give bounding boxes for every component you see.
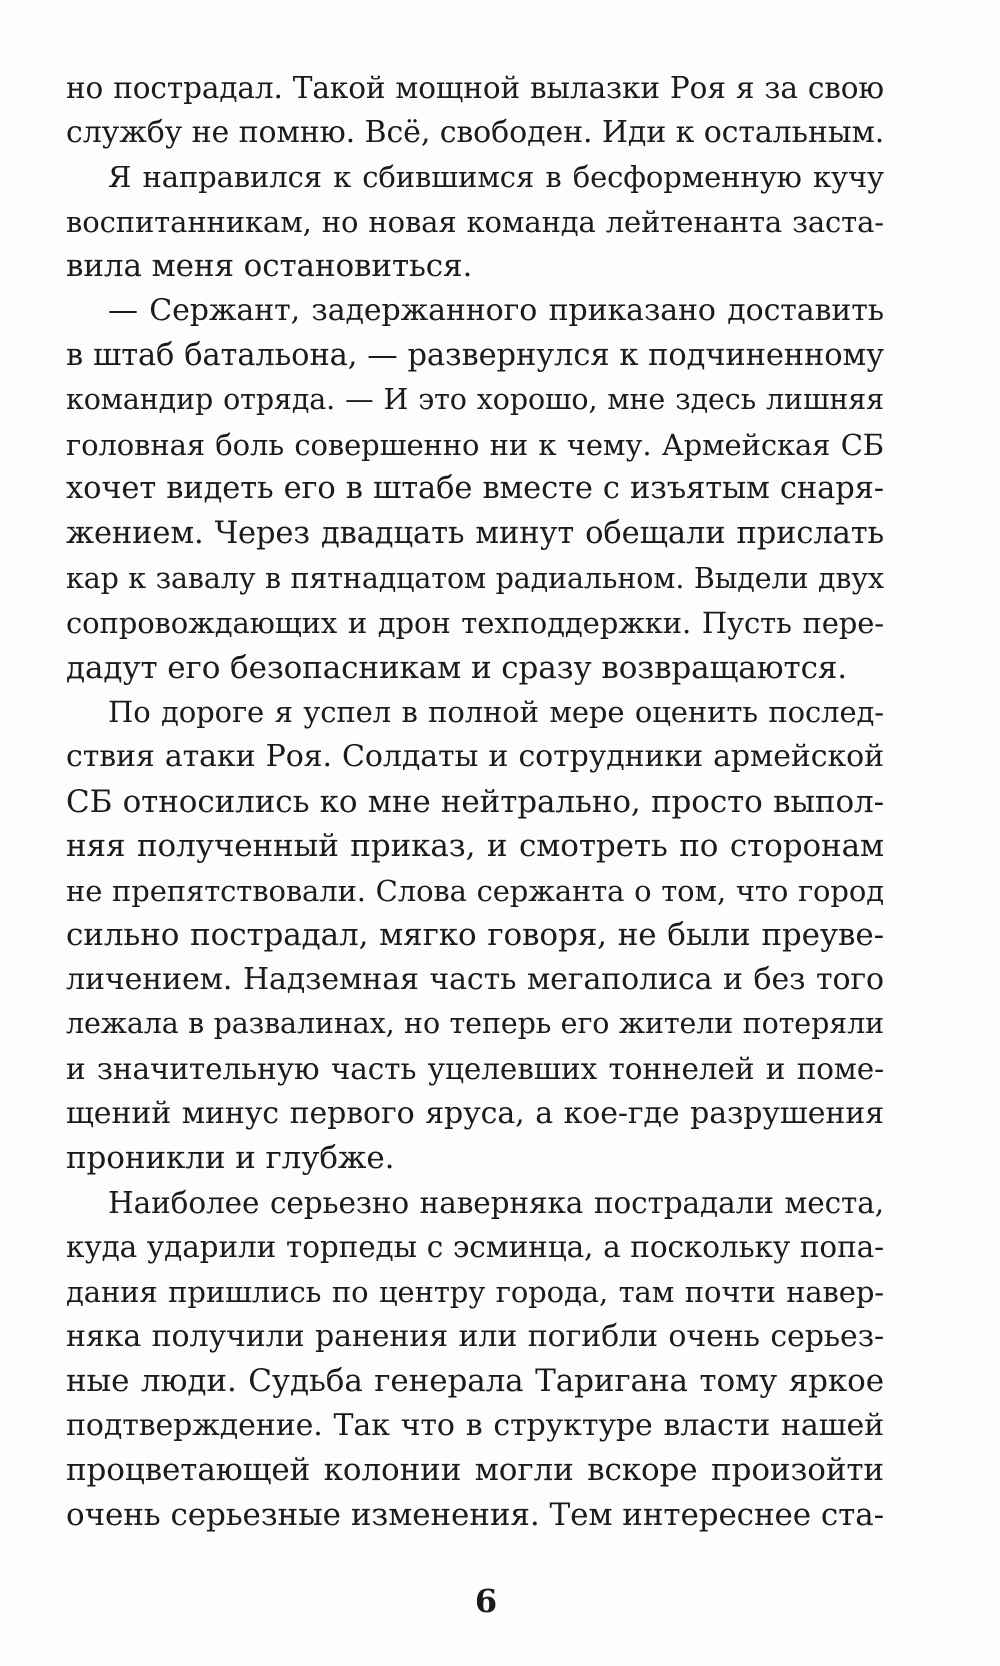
text-line: подтверждение. Так что в структуре власти нашей — [66, 1407, 884, 1443]
text-line: процветающей колонии могли вскоре произойти — [66, 1452, 884, 1489]
text-line: ствия атаки Роя. Солдаты и сотрудники армейской — [66, 738, 884, 774]
text-line: дадут его безопасникам и сразу возвращаются. — [66, 649, 848, 686]
text-line: проникли и глубже. — [66, 1140, 395, 1177]
text-line: личением. Надземная часть мегаполиса и без того — [66, 961, 884, 997]
text-line: не препятствовали. Слова сержанта о том, что город — [66, 873, 884, 908]
page-number: 6 — [474, 1582, 498, 1620]
text-line: куда ударили торпеды с эсминца, а поскольку попа- — [66, 1230, 884, 1265]
text-line: службу не помню. Всё, свободен. Иди к остальным. — [66, 114, 885, 150]
text-line: командир отряда. — И это хорошо, мне здесь лишняя — [66, 383, 884, 417]
text-line: жением. Через двадцать минут обещали прислать — [66, 515, 884, 551]
text-line: головная боль совершенно ни к чему. Армейская СБ — [66, 427, 884, 462]
text-line: лежала в развалинах, но теперь его жители потеряли — [66, 1007, 884, 1041]
text-line: кар к завалу в пятнадцатом радиальном. Выдели двух — [66, 561, 884, 595]
text-line: хочет видеть его в штабе вместе с изъятым снаря- — [66, 471, 884, 507]
text-line: ные люди. Судьба генерала Таригана тому яркое — [66, 1363, 884, 1400]
body-text — [66, 66, 884, 1538]
text-line: вила меня остановиться. — [66, 248, 473, 285]
text-line: По дороге я успел в полной мере оценить послед- — [108, 695, 884, 730]
text-line: няя полученный приказ, и смотреть по сторонам — [66, 828, 884, 865]
text-line: Я направился к сбившимся в бесформенную кучу — [108, 160, 884, 195]
text-line: Наиболее серьезно наверняка пострадали места, — [108, 1185, 884, 1220]
text-line: няка получили ранения или погибли очень серьез- — [66, 1318, 884, 1354]
text-line: сильно пострадал, мягко говоря, не были преуве- — [66, 917, 884, 954]
text-line: — Сержант, задержанного приказано доставить — [108, 292, 884, 328]
text-line: дания пришлись по центру города, там почти навер- — [66, 1275, 884, 1310]
text-line: сопровождающих и дрон техподдержки. Пусть пере- — [66, 606, 884, 641]
text-line: воспитанникам, но новая команда лейтенанта заста- — [66, 204, 884, 239]
text-line: СБ относились ко мне нейтрально, просто выпол- — [66, 783, 884, 820]
text-line: и значительную часть уцелевших тоннелей и поме- — [66, 1052, 884, 1087]
text-line: очень серьезные изменения. Тем интереснее ста- — [66, 1497, 884, 1533]
text-line: но пострадал. Такой мощной вылазки Роя я за свою — [66, 71, 884, 105]
text-line: щений минус первого яруса, а кое-где разрушения — [66, 1095, 884, 1131]
text-line: в штаб батальона, — развернулся к подчиненному — [66, 337, 884, 373]
